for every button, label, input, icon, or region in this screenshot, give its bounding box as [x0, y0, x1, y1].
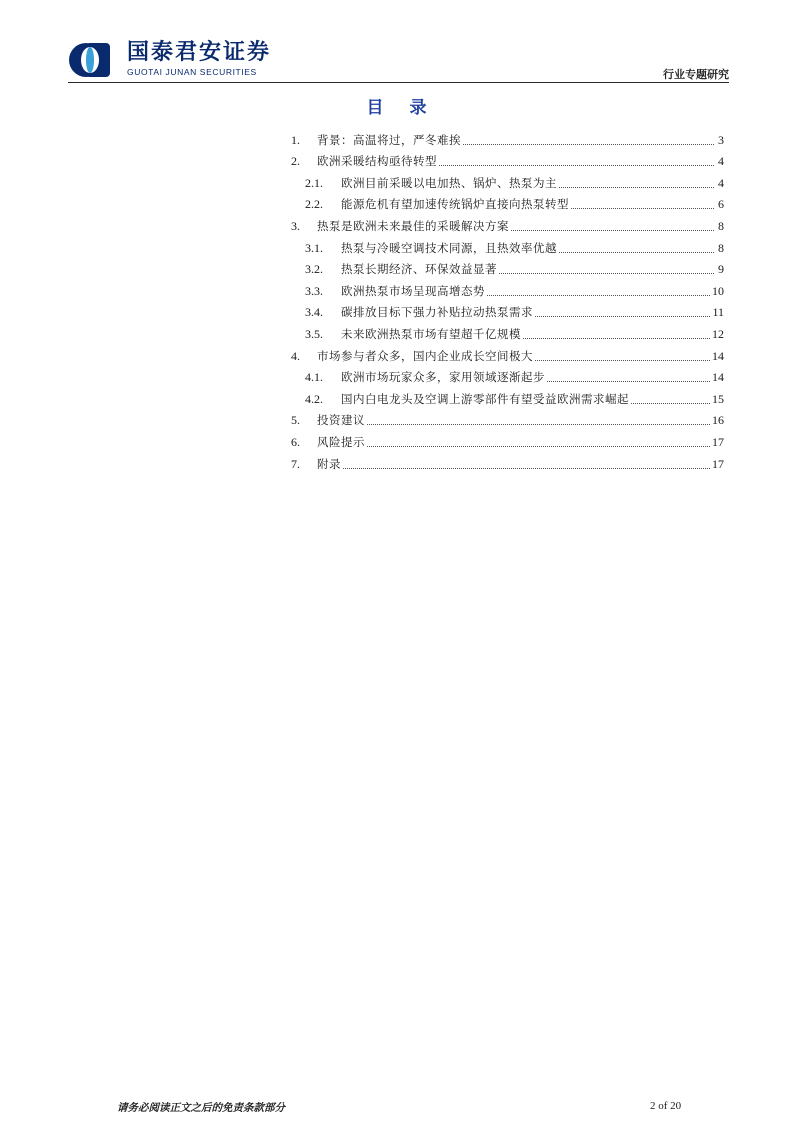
toc-entry-number: 3.3. — [305, 283, 323, 298]
toc-dot-leader — [367, 423, 710, 425]
toc-entry-page: 8 — [718, 240, 724, 255]
header-divider — [68, 82, 729, 83]
toc-entry-page: 17 — [712, 434, 724, 449]
toc-entry[interactable] — [291, 212, 724, 234]
toc-entry[interactable] — [291, 407, 724, 429]
toc-entry-title: 市场参与者众多，国内企业成长空间极大 — [317, 348, 533, 363]
toc-entry[interactable] — [291, 277, 724, 299]
table-of-contents — [291, 126, 724, 472]
toc-dot-leader — [463, 143, 714, 145]
toc-entry-page: 16 — [712, 413, 724, 428]
toc-entry[interactable] — [291, 234, 724, 256]
toc-entry-title: 热泵长期经济、环保效益显著 — [341, 262, 497, 277]
guotai-junan-logo-icon — [68, 42, 112, 78]
toc-entry-number: 2. — [291, 154, 300, 169]
toc-entry-page: 10 — [712, 283, 724, 298]
toc-entry[interactable] — [291, 256, 724, 278]
toc-entry-title: 投资建议 — [317, 413, 365, 428]
toc-entry-page: 14 — [712, 370, 724, 385]
toc-entry-title: 风险提示 — [317, 434, 365, 449]
toc-entry[interactable] — [291, 191, 724, 213]
page-header — [0, 0, 793, 84]
toc-entry-page: 4 — [718, 175, 724, 190]
toc-entry-page: 12 — [712, 326, 724, 341]
toc-dot-leader — [439, 164, 714, 166]
toc-dot-leader — [547, 380, 710, 382]
toc-entry-number: 4.1. — [305, 370, 323, 385]
toc-entry[interactable] — [291, 364, 724, 386]
toc-entry-page: 9 — [718, 262, 724, 277]
toc-entry-number: 3.4. — [305, 305, 323, 320]
toc-entry-page: 17 — [712, 456, 724, 471]
toc-entry-number: 6. — [291, 434, 300, 449]
toc-dot-leader — [499, 272, 714, 274]
toc-dot-leader — [343, 467, 710, 469]
toc-title: 目 录 — [366, 98, 437, 118]
brand-name-cn: 国泰君安证券 — [127, 40, 272, 65]
toc-entry-title: 欧洲采暖结构亟待转型 — [317, 154, 437, 169]
toc-dot-leader — [487, 294, 710, 296]
toc-entry-number: 4. — [291, 348, 300, 363]
report-type-label: 行业专题研究 — [663, 68, 729, 81]
toc-entry-title: 热泵是欧洲未来最佳的采暖解决方案 — [317, 218, 509, 233]
toc-entry-page: 11 — [712, 305, 724, 320]
toc-entry-title: 碳排放目标下强力补贴拉动热泵需求 — [341, 305, 533, 320]
toc-entry-number: 2.1. — [305, 175, 323, 190]
toc-entry-number: 3. — [291, 218, 300, 233]
toc-dot-leader — [571, 207, 714, 209]
page-number: 2 of 20 — [650, 1100, 682, 1112]
toc-dot-leader — [535, 315, 710, 317]
toc-entry-title: 附录 — [317, 456, 341, 471]
toc-entry-page: 8 — [718, 218, 724, 233]
toc-entry-page: 14 — [712, 348, 724, 363]
toc-dot-leader — [559, 251, 714, 253]
toc-entry-title: 欧洲目前采暖以电加热、锅炉、热泵为主 — [341, 175, 557, 190]
toc-dot-leader — [535, 359, 710, 361]
toc-entry-title: 能源危机有望加速传统锅炉直接向热泵转型 — [341, 197, 569, 212]
toc-entry-title: 背景：高温将过，严冬难挨 — [317, 132, 461, 147]
toc-entry-page: 4 — [718, 154, 724, 169]
disclaimer-note: 请务必阅读正文之后的免责条款部分 — [117, 1102, 285, 1114]
toc-entry-title: 国内白电龙头及空调上游零部件有望受益欧洲需求崛起 — [341, 391, 629, 406]
toc-dot-leader — [559, 186, 714, 188]
toc-entry[interactable] — [291, 299, 724, 321]
toc-entry-number: 3.5. — [305, 326, 323, 341]
toc-entry[interactable] — [291, 450, 724, 472]
toc-entry-page: 6 — [718, 197, 724, 212]
toc-dot-leader — [523, 337, 710, 339]
toc-entry[interactable] — [291, 342, 724, 364]
toc-entry-number: 3.2. — [305, 262, 323, 277]
toc-dot-leader — [631, 402, 710, 404]
toc-entry-page: 3 — [718, 132, 724, 147]
toc-entry[interactable] — [291, 169, 724, 191]
toc-entry-title: 未来欧洲热泵市场有望超千亿规模 — [341, 326, 521, 341]
toc-entry-number: 4.2. — [305, 391, 323, 406]
toc-entry-number: 2.2. — [305, 197, 323, 212]
toc-entry-title: 欧洲热泵市场呈现高增态势 — [341, 283, 485, 298]
toc-dot-leader — [367, 445, 710, 447]
toc-entry-title: 热泵与冷暖空调技术同源，且热效率优越 — [341, 240, 557, 255]
toc-entry[interactable] — [291, 320, 724, 342]
toc-entry-number: 1. — [291, 132, 300, 147]
toc-entry[interactable] — [291, 428, 724, 450]
toc-entry[interactable] — [291, 385, 724, 407]
toc-entry-number: 5. — [291, 413, 300, 428]
toc-dot-leader — [511, 229, 714, 231]
brand-name-en: GUOTAI JUNAN SECURITIES — [127, 67, 257, 77]
toc-entry-title: 欧洲市场玩家众多，家用领域逐渐起步 — [341, 370, 545, 385]
toc-entry-page: 15 — [712, 391, 724, 406]
toc-entry[interactable] — [291, 148, 724, 170]
toc-entry-number: 3.1. — [305, 240, 323, 255]
toc-entry[interactable] — [291, 126, 724, 148]
toc-entry-number: 7. — [291, 456, 300, 471]
